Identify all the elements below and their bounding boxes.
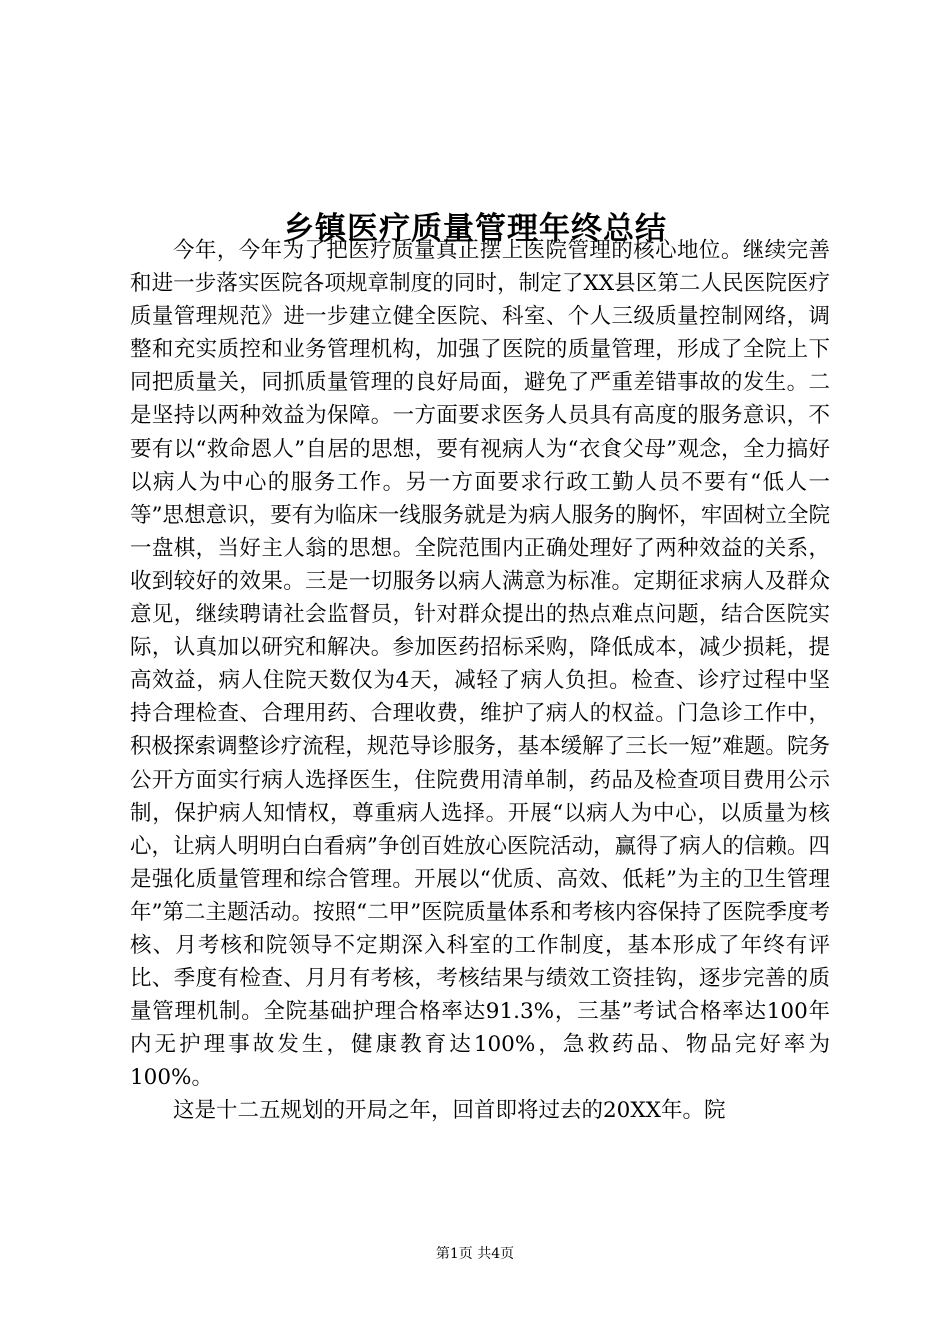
paragraph-1: 今年，今年为了把医疗质量真正摆上医院管理的核心地位。继续完善和进一步落实医院各项规章制度的同时，制定了XX县区第二人民医院医疗质量管理规范》进一步建立健全医院、科室、个人三级质量控制网络，调整和充实质控和业务管理机构，加强了医院的质量管理，形成了全院上下同把质量关，同抓质量管理的良好局面，避免了严重差错事故的发生。二是坚持以两种效益为保障。一方面要求医务人员具有高度的服务意识，不要有以“救命恩人”自居的思想，要有视病人为“衣食父母”观念，全力搞好以病人为中心的服务工作。另一方面要求行政工勤人员不要有“低人一等”思想意识，要有为临床一线服务就是为病人服务的胸怀，牢固树立全院一盘棋，当好主人翁的思想。全院范围内正确处理好了两种效益的关系，收到较好的效果。三是一切服务以病人满意为标准。定期征求病人及群众意见，继续聘请社会监督员，针对群众提出的热点难点问题，结合医院实际，认真加以研究和解决。参加医药招标采购，降低成本，减少损耗，提高效益，病人住院天数仅为4天，减轻了病人负担。检查、诊疗过程中坚持合理检查、合理用药、合理收费，维护了病人的权益。门急诊工作中，积极探索调整诊疗流程，规范导诊服务，基本缓解了三长一短”难题。院务公开方面实行病人选择医生，住院费用清单制，药品及检查项目费用公示制，保护病人知情权，尊重病人选择。开展“以病人为中心，以质量为核心，让病人明明白白看病”争创百姓放心医院活动，赢得了病人的信赖。四是强化质量管理和综合管理。开展以“优质、高效、低耗”为主的卫生管理年”第二主题活动。按照“二甲”医院质量体系和考核内容保持了医院季度考核、月考核和院领导不定期深入科室的工作制度，基本形成了年终有评比、季度有检查、月月有考核，考核结果与绩效工资挂钩，逐步完善的质量管理机制。全院基础护理合格率达91.3%，三基”考试合格率达100年内无护理事故发生，健康教育达100%，急救药品、物品完好率为100%。 xyxy=(130,238,830,1091)
paragraph-2: 这是十二五规划的开局之年，回首即将过去的20XX年。院 xyxy=(173,1098,726,1124)
page-footer: 第1页 共4页 xyxy=(435,1246,515,1262)
document-body xyxy=(130,234,830,1128)
document-title: 乡镇医疗质量管理年终总结 xyxy=(283,210,667,247)
